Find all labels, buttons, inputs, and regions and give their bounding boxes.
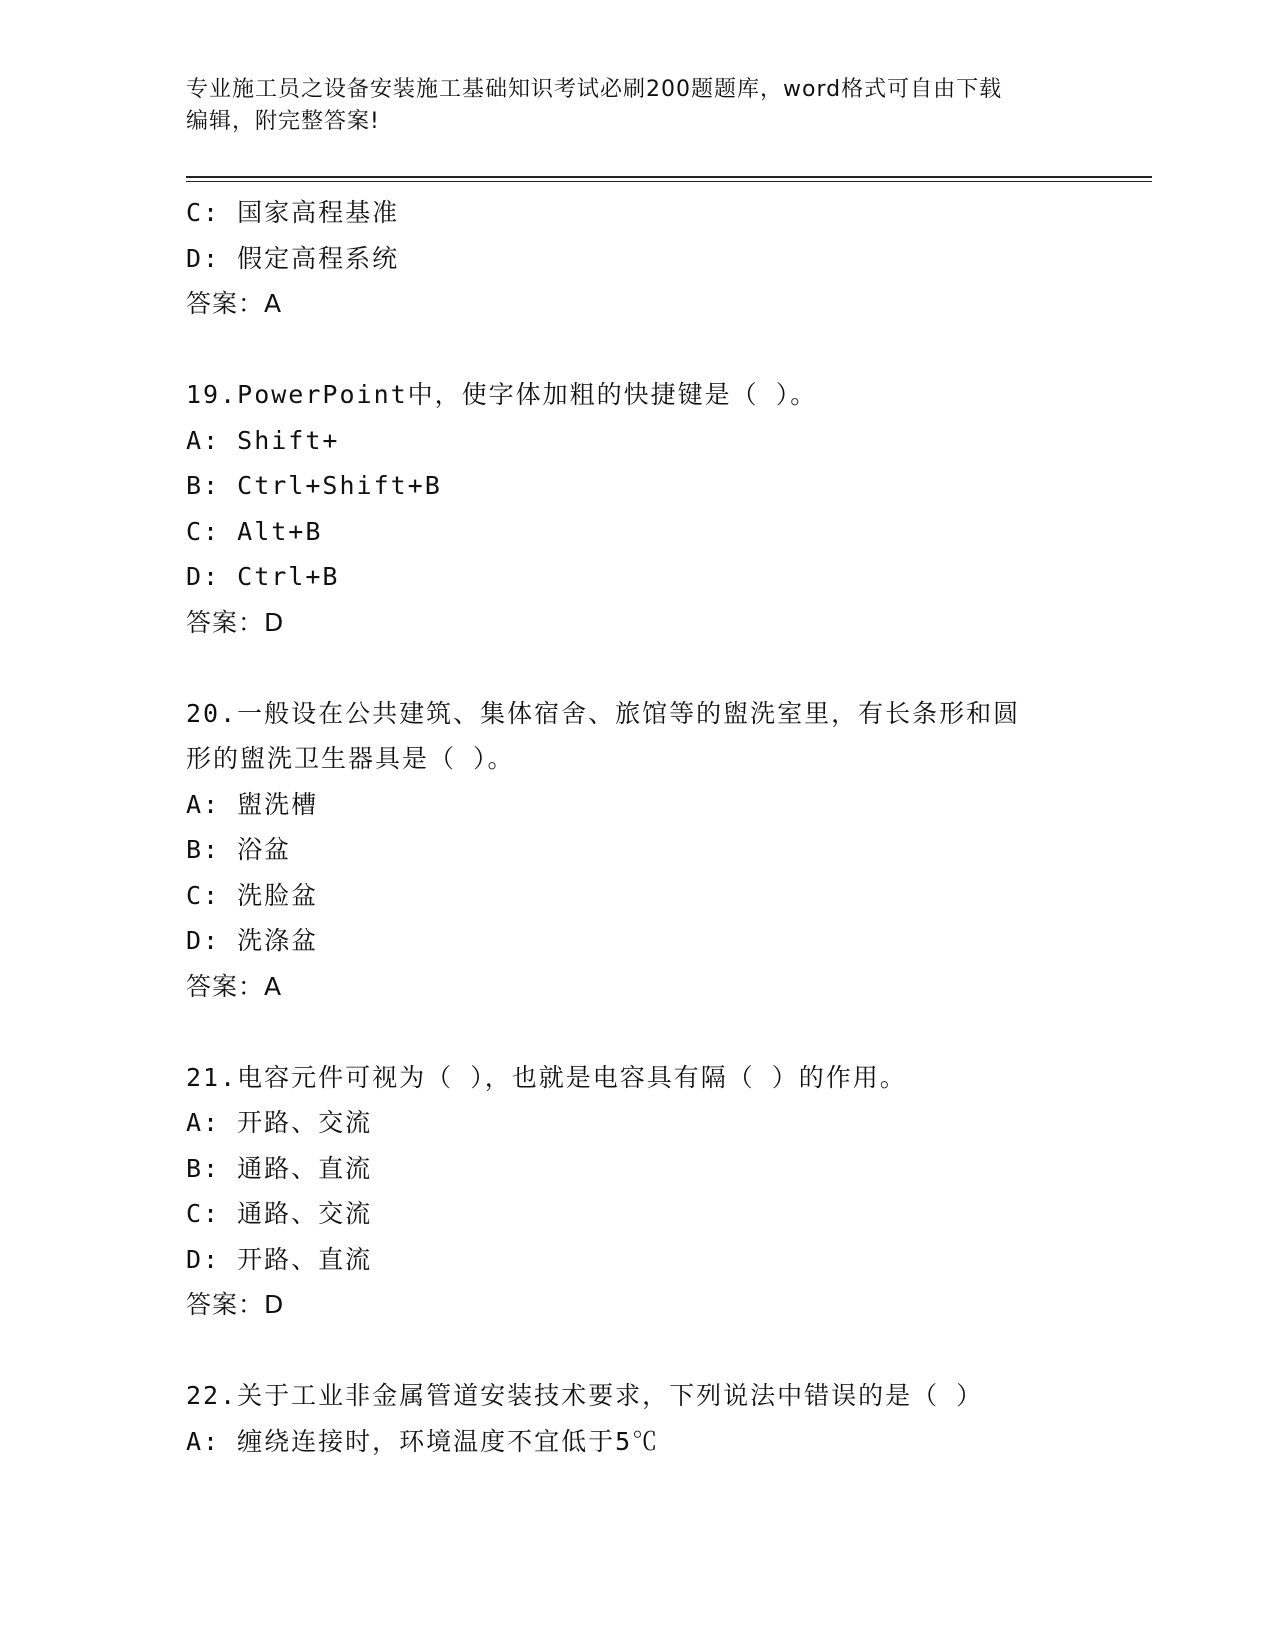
- answer-line: 答案：A: [186, 289, 283, 318]
- document-header: [186, 74, 1066, 138]
- answer-line: 答案：D: [186, 1290, 285, 1319]
- option-b: B: Ctrl+Shift+B: [186, 471, 442, 500]
- option-a: A: 盥洗槽: [186, 789, 319, 819]
- question-20: [186, 691, 1086, 1010]
- spacer: [186, 1009, 1086, 1055]
- header-rule-thick: [186, 176, 1152, 178]
- option-d: D: 洗涤盆: [186, 926, 319, 955]
- question-content: [186, 190, 1086, 1464]
- question-stem-line-2: 形的盥洗卫生器具是（ ）。: [186, 744, 515, 773]
- header-rule-thin: [186, 181, 1152, 182]
- spacer: [186, 645, 1086, 691]
- answer-line: 答案：D: [186, 607, 285, 637]
- option-b: B: 浴盆: [186, 835, 292, 864]
- header-line-2: 编辑，附完整答案!: [186, 109, 380, 134]
- question-stem: 22.关于工业非金属管道安装技术要求，下列说法中错误的是（ ）: [186, 1381, 984, 1410]
- question-stem: 21.电容元件可视为（ ），也就是电容具有隔（ ）的作用。: [186, 1062, 907, 1092]
- option-d: D: 假定高程系统: [186, 243, 400, 273]
- header-line-1: 专业施工员之设备安装施工基础知识考试必刷200题题库，word格式可自由下载: [186, 77, 1003, 102]
- question-19: [186, 372, 1086, 645]
- option-a: A: 缠绕连接时，环境温度不宜低于5℃: [186, 1426, 660, 1456]
- option-c: C: 通路、交流: [186, 1199, 373, 1228]
- option-d: D: 开路、直流: [186, 1244, 373, 1274]
- option-c: C: 国家高程基准: [186, 198, 400, 227]
- option-a: A: 开路、交流: [186, 1108, 373, 1137]
- option-a: A: Shift+: [186, 425, 340, 455]
- question-stem-line-1: 20.一般设在公共建筑、集体宿舍、旅馆等的盥洗室里，有长条形和圆: [186, 698, 1021, 728]
- spacer: [186, 327, 1086, 373]
- answer-line: 答案：A: [186, 971, 283, 1001]
- question-21: [186, 1055, 1086, 1328]
- option-c: C: Alt+B: [186, 516, 323, 546]
- option-d: D: Ctrl+B: [186, 562, 340, 591]
- option-c: C: 洗脸盆: [186, 880, 319, 910]
- question-22: [186, 1373, 1086, 1464]
- spacer: [186, 1328, 1086, 1374]
- question-stem: 19.PowerPoint中，使字体加粗的快捷键是（ ）。: [186, 380, 818, 409]
- previous-question-tail: [186, 190, 1086, 327]
- option-b: B: 通路、直流: [186, 1153, 373, 1183]
